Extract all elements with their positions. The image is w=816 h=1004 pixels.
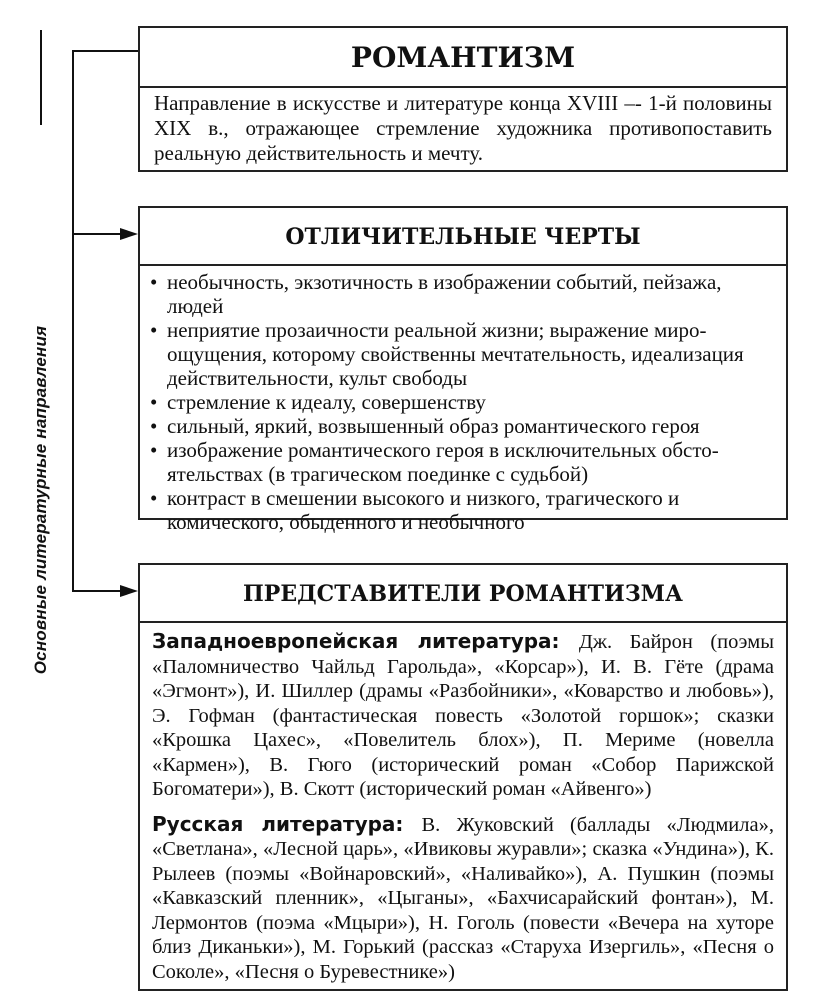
western-literature-paragraph: [140, 629, 786, 802]
feature-item: • неприятие прозаичности реальной жизни; выражение мироощущения, которому свойственны мечтательность, идеализация действительности, культ свободы: [150, 318, 776, 390]
romanticism-title: РОМАНТИЗМ: [140, 28, 786, 88]
features-box: [138, 206, 788, 534]
features-list: [140, 266, 786, 534]
arrow-middle: [120, 228, 138, 240]
russian-literature-paragraph: [140, 812, 786, 985]
romanticism-box: [138, 26, 788, 172]
side-label-text: Основные литературные направления: [31, 325, 50, 675]
representatives-box: [138, 563, 788, 991]
connector-middle: [72, 233, 122, 235]
russian-literature-heading: Русская литература:: [152, 811, 422, 836]
feature-item: • изображение романтического героя в исключительных обстоятельствах (в трагическом поединке с судьбой): [150, 438, 776, 486]
western-literature-text: Дж. Байрон (поэмы «Паломничество Чайльд Гарольда», «Корсар»), И. В. Гёте (драма «Эгмонт»), И. Шиллер (драмы «Разбойники», «Коварство и любовь»), Э. Гофман (фантастическая повесть «Золотой горшок»; сказки «Крошка Цахес», «Повелитель блох»), П. Мериме (новелла «Кармен»), В. Гюго (исторический роман «Собор Парижской Богоматери»), В. Скотт (исторический роман «Айвенго»): [152, 631, 775, 800]
side-label: [26, 30, 56, 800]
side-label-rule: [40, 30, 42, 125]
feature-item: • стремление к идеалу, совершенству: [150, 390, 776, 414]
feature-item: • необычность, экзотичность в изображении событий, пейзажа, людей: [150, 270, 776, 318]
features-title: ОТЛИЧИТЕЛЬНЫЕ ЧЕРТЫ: [140, 208, 786, 266]
connector-top: [72, 50, 138, 52]
connector-vertical: [72, 50, 74, 590]
romanticism-definition: Направление в искусстве и литературе конца XVIII –- 1-й половины XIX в., отражающее стремление художника противопоставить реальную действительность и мечту.: [154, 91, 772, 165]
arrow-bottom: [120, 585, 138, 597]
western-literature-heading: Западноевропейская литература:: [152, 629, 579, 653]
feature-item: • сильный, яркий, возвышенный образ романтического героя: [150, 414, 776, 438]
connector-bottom: [72, 590, 122, 592]
feature-item: • контраст в смешении высокого и низкого, трагического и комического, обыденного и необычного: [150, 486, 776, 534]
representatives-title: ПРЕДСТАВИТЕЛИ РОМАНТИЗМА: [140, 565, 786, 623]
russian-literature-text: В. Жуковский (баллады «Людмила», «Светлана», «Лесной царь», «Ивиковы журавли»; сказка «Ундина»), К. Рылеев (поэмы «Войнаровский», «Наливайко»), А. Пушкин (поэмы «Кавказский пленник», «Цыганы», «Бахчисарайский фонтан»), М. Лермонтов (поэма «Мцыри»), Н. Гоголь (повести «Вечера на хуторе близ Диканьки»), М. Горький (рассказ «Старуха Изергиль», «Песня о Соколе», «Песня о Буревестнике»): [152, 813, 774, 983]
